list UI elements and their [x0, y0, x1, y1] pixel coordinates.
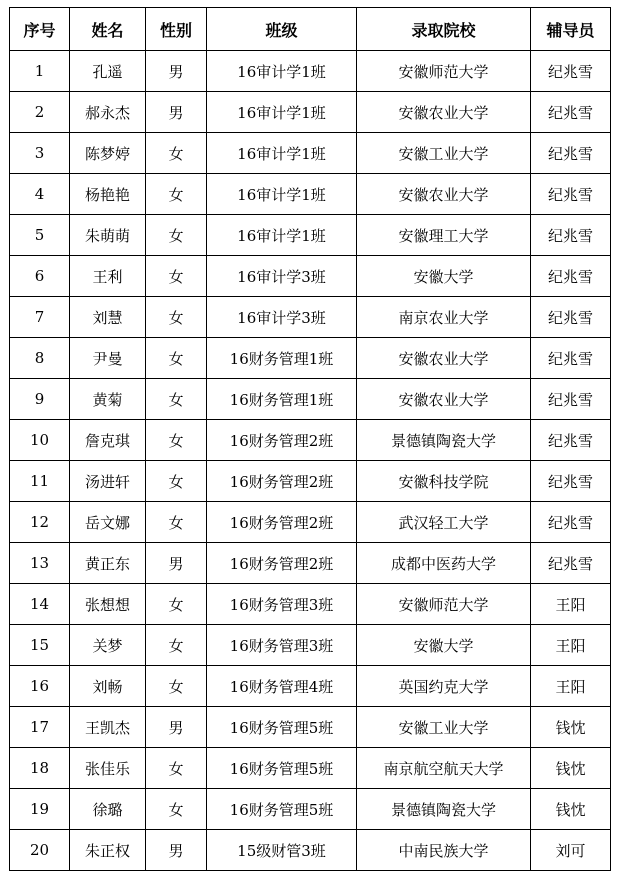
cell-class: 16审计学1班: [207, 174, 357, 215]
table-row: [10, 625, 611, 666]
table-row: [10, 133, 611, 174]
header-class: 班级: [207, 8, 357, 51]
cell-gender: 男: [146, 543, 207, 584]
cell-class: 16财务管理2班: [207, 543, 357, 584]
cell-name: 黄正东: [70, 543, 146, 584]
cell-class: 16审计学3班: [207, 297, 357, 338]
cell-university: 安徽师范大学: [357, 584, 531, 625]
cell-counselor: 纪兆雪: [531, 379, 611, 420]
cell-gender: 女: [146, 379, 207, 420]
cell-class: 16财务管理3班: [207, 584, 357, 625]
table-row: [10, 543, 611, 584]
cell-class: 16审计学3班: [207, 256, 357, 297]
cell-gender: 女: [146, 461, 207, 502]
table-row: [10, 461, 611, 502]
table-body: [10, 51, 611, 871]
cell-index: 7: [10, 297, 70, 338]
cell-name: 关梦: [70, 625, 146, 666]
table-row: [10, 666, 611, 707]
cell-university: 安徽大学: [357, 256, 531, 297]
cell-gender: 女: [146, 625, 207, 666]
cell-name: 詹克琪: [70, 420, 146, 461]
cell-university: 成都中医药大学: [357, 543, 531, 584]
header-counselor: 辅导员: [531, 8, 611, 51]
cell-index: 9: [10, 379, 70, 420]
cell-counselor: 纪兆雪: [531, 297, 611, 338]
cell-name: 杨艳艳: [70, 174, 146, 215]
cell-counselor: 纪兆雪: [531, 543, 611, 584]
cell-counselor: 纪兆雪: [531, 51, 611, 92]
admission-table-wrapper: [9, 7, 611, 871]
cell-gender: 女: [146, 584, 207, 625]
cell-counselor: 纪兆雪: [531, 256, 611, 297]
cell-index: 3: [10, 133, 70, 174]
cell-gender: 男: [146, 707, 207, 748]
header-name: 姓名: [70, 8, 146, 51]
cell-index: 10: [10, 420, 70, 461]
cell-class: 16财务管理2班: [207, 502, 357, 543]
cell-counselor: 王阳: [531, 666, 611, 707]
table-header-row: [10, 8, 611, 51]
table-row: [10, 256, 611, 297]
cell-index: 4: [10, 174, 70, 215]
cell-index: 15: [10, 625, 70, 666]
cell-counselor: 纪兆雪: [531, 174, 611, 215]
cell-counselor: 纪兆雪: [531, 133, 611, 174]
cell-index: 18: [10, 748, 70, 789]
cell-university: 安徽大学: [357, 625, 531, 666]
cell-gender: 女: [146, 502, 207, 543]
cell-gender: 女: [146, 748, 207, 789]
cell-index: 19: [10, 789, 70, 830]
cell-index: 12: [10, 502, 70, 543]
cell-name: 张想想: [70, 584, 146, 625]
cell-university: 安徽理工大学: [357, 215, 531, 256]
cell-name: 郝永杰: [70, 92, 146, 133]
cell-name: 朱正权: [70, 830, 146, 871]
cell-university: 南京航空航天大学: [357, 748, 531, 789]
cell-counselor: 王阳: [531, 625, 611, 666]
cell-name: 孔遥: [70, 51, 146, 92]
cell-university: 英国约克大学: [357, 666, 531, 707]
cell-gender: 女: [146, 297, 207, 338]
cell-name: 黄菊: [70, 379, 146, 420]
cell-university: 安徽农业大学: [357, 379, 531, 420]
header-index: 序号: [10, 8, 70, 51]
cell-name: 刘慧: [70, 297, 146, 338]
cell-counselor: 纪兆雪: [531, 92, 611, 133]
cell-name: 陈梦婷: [70, 133, 146, 174]
cell-gender: 女: [146, 789, 207, 830]
cell-index: 14: [10, 584, 70, 625]
table-row: [10, 584, 611, 625]
table-row: [10, 707, 611, 748]
cell-class: 16财务管理1班: [207, 338, 357, 379]
cell-counselor: 钱忱: [531, 789, 611, 830]
table-row: [10, 338, 611, 379]
table-row: [10, 830, 611, 871]
cell-counselor: 纪兆雪: [531, 420, 611, 461]
cell-name: 岳文娜: [70, 502, 146, 543]
cell-counselor: 钱忱: [531, 707, 611, 748]
cell-university: 景德镇陶瓷大学: [357, 420, 531, 461]
cell-name: 徐璐: [70, 789, 146, 830]
table-row: [10, 92, 611, 133]
cell-gender: 女: [146, 133, 207, 174]
cell-university: 中南民族大学: [357, 830, 531, 871]
cell-index: 11: [10, 461, 70, 502]
cell-name: 王凯杰: [70, 707, 146, 748]
table-row: [10, 502, 611, 543]
cell-name: 张佳乐: [70, 748, 146, 789]
header-university: 录取院校: [357, 8, 531, 51]
cell-class: 16审计学1班: [207, 133, 357, 174]
cell-name: 汤进轩: [70, 461, 146, 502]
header-gender: 性别: [146, 8, 207, 51]
table-row: [10, 51, 611, 92]
cell-class: 16财务管理2班: [207, 461, 357, 502]
cell-university: 安徽农业大学: [357, 92, 531, 133]
cell-index: 2: [10, 92, 70, 133]
cell-counselor: 纪兆雪: [531, 461, 611, 502]
cell-index: 16: [10, 666, 70, 707]
cell-university: 安徽农业大学: [357, 174, 531, 215]
cell-class: 16审计学1班: [207, 92, 357, 133]
cell-name: 朱萌萌: [70, 215, 146, 256]
table-row: [10, 174, 611, 215]
table-row: [10, 297, 611, 338]
cell-class: 16财务管理5班: [207, 748, 357, 789]
cell-university: 景德镇陶瓷大学: [357, 789, 531, 830]
cell-gender: 女: [146, 174, 207, 215]
cell-class: 16财务管理1班: [207, 379, 357, 420]
cell-class: 16财务管理2班: [207, 420, 357, 461]
cell-university: 安徽科技学院: [357, 461, 531, 502]
cell-class: 16审计学1班: [207, 51, 357, 92]
cell-counselor: 钱忱: [531, 748, 611, 789]
cell-counselor: 纪兆雪: [531, 338, 611, 379]
cell-counselor: 纪兆雪: [531, 502, 611, 543]
cell-university: 安徽工业大学: [357, 133, 531, 174]
cell-university: 安徽农业大学: [357, 338, 531, 379]
cell-class: 16财务管理5班: [207, 707, 357, 748]
cell-gender: 女: [146, 420, 207, 461]
cell-class: 16财务管理5班: [207, 789, 357, 830]
cell-index: 20: [10, 830, 70, 871]
cell-name: 王利: [70, 256, 146, 297]
cell-index: 17: [10, 707, 70, 748]
cell-index: 13: [10, 543, 70, 584]
cell-university: 安徽工业大学: [357, 707, 531, 748]
cell-counselor: 刘可: [531, 830, 611, 871]
cell-class: 16审计学1班: [207, 215, 357, 256]
cell-university: 安徽师范大学: [357, 51, 531, 92]
table-row: [10, 789, 611, 830]
admission-table: [9, 7, 611, 871]
cell-gender: 女: [146, 666, 207, 707]
table-row: [10, 420, 611, 461]
cell-gender: 男: [146, 51, 207, 92]
cell-counselor: 王阳: [531, 584, 611, 625]
cell-gender: 女: [146, 256, 207, 297]
cell-gender: 男: [146, 830, 207, 871]
cell-counselor: 纪兆雪: [531, 215, 611, 256]
cell-index: 5: [10, 215, 70, 256]
table-row: [10, 748, 611, 789]
cell-name: 尹曼: [70, 338, 146, 379]
cell-gender: 女: [146, 338, 207, 379]
cell-gender: 女: [146, 215, 207, 256]
cell-index: 6: [10, 256, 70, 297]
cell-index: 8: [10, 338, 70, 379]
cell-class: 16财务管理3班: [207, 625, 357, 666]
cell-university: 武汉轻工大学: [357, 502, 531, 543]
cell-name: 刘畅: [70, 666, 146, 707]
cell-class: 16财务管理4班: [207, 666, 357, 707]
cell-university: 南京农业大学: [357, 297, 531, 338]
table-row: [10, 215, 611, 256]
cell-class: 15级财管3班: [207, 830, 357, 871]
table-row: [10, 379, 611, 420]
cell-gender: 男: [146, 92, 207, 133]
cell-index: 1: [10, 51, 70, 92]
